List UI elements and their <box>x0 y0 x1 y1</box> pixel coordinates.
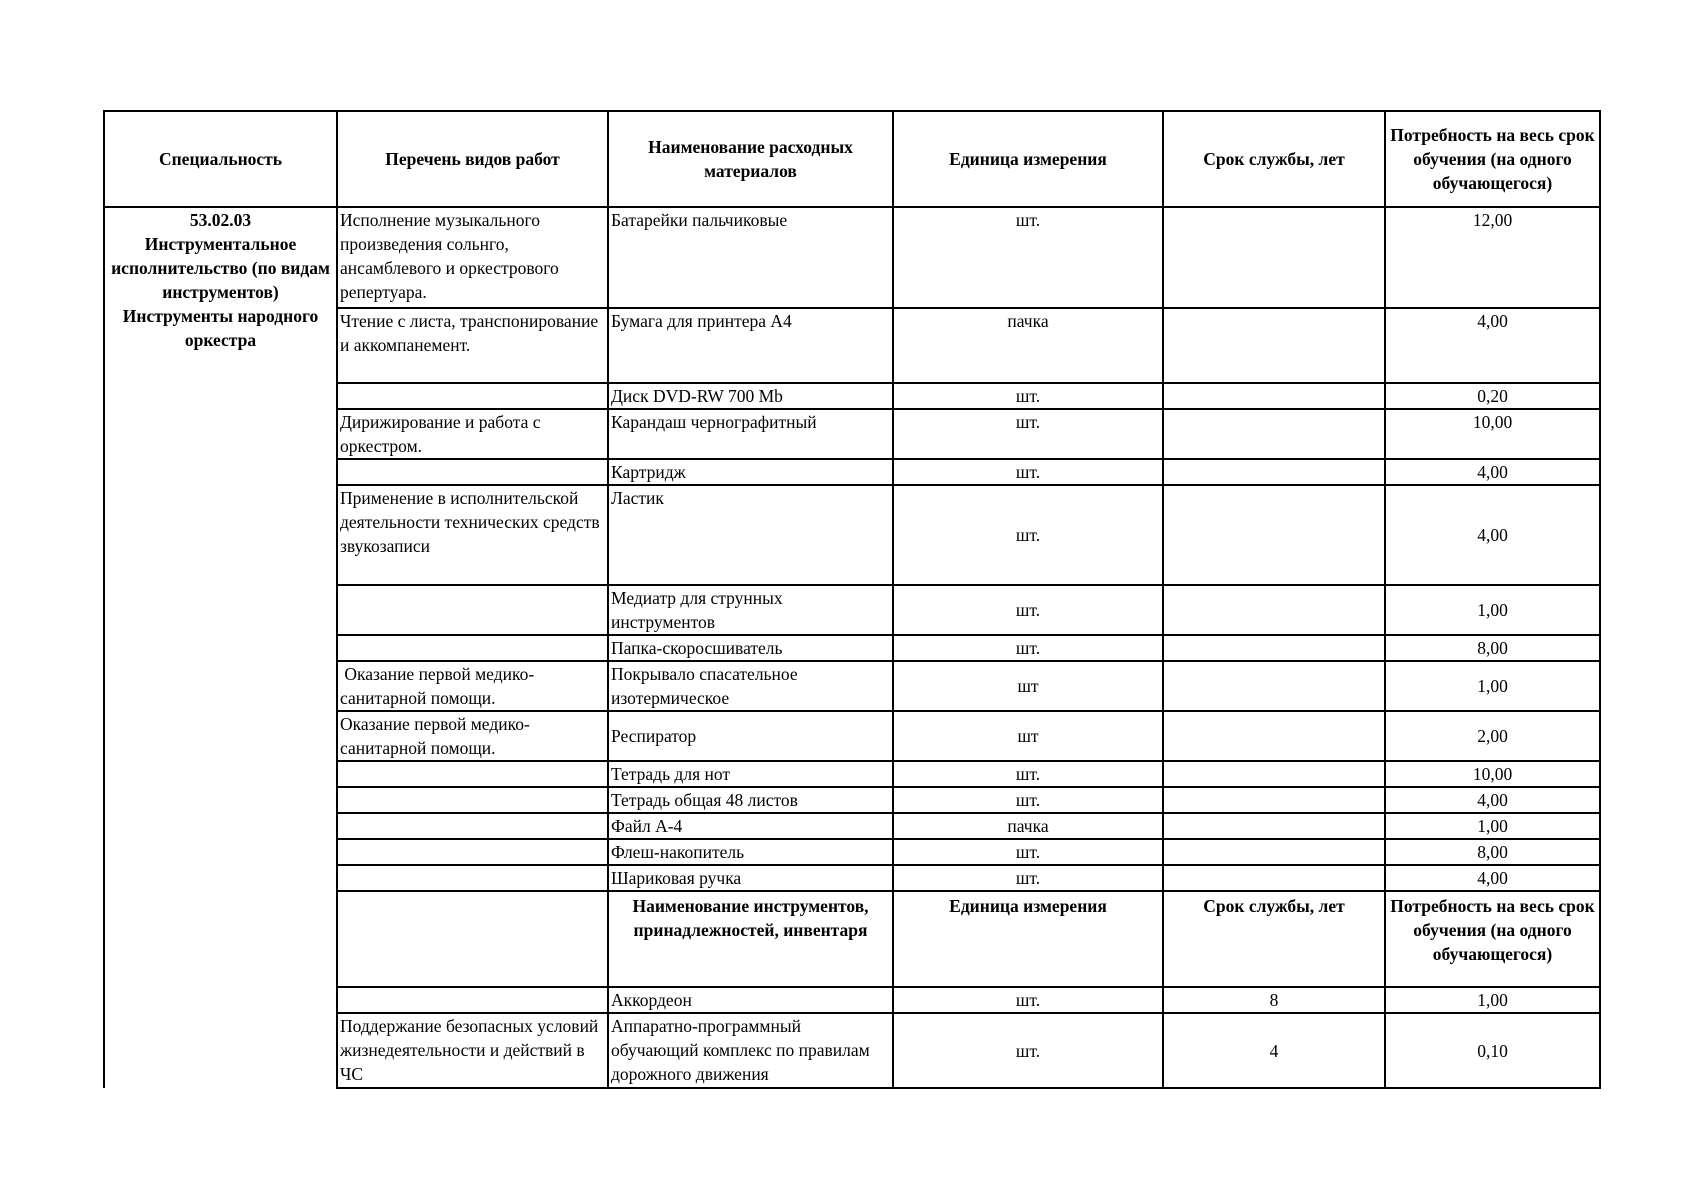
work-cell <box>337 459 608 485</box>
work-cell: Чтение с листа, транспонирование и аккомпанемент. <box>337 308 608 383</box>
header-materials: Наименование расходных материалов <box>608 111 893 207</box>
work-cell <box>337 865 608 891</box>
header-need-2: Потребность на весь срок обучения (на одного обучающегося) <box>1385 891 1600 987</box>
unit-cell: шт. <box>893 485 1163 585</box>
specialty-cell <box>104 207 337 1013</box>
need-cell: 4,00 <box>1385 787 1600 813</box>
life-cell <box>1163 585 1385 635</box>
need-cell: 8,00 <box>1385 839 1600 865</box>
unit-cell: шт. <box>893 459 1163 485</box>
header-life-2: Срок службы, лет <box>1163 891 1385 987</box>
header-instruments: Наименование инструментов, принадлежностей, инвентаря <box>608 891 893 987</box>
header-specialty: Специальность <box>104 111 337 207</box>
need-cell: 1,00 <box>1385 813 1600 839</box>
unit-cell: шт. <box>893 1013 1163 1088</box>
item-cell: Аккордеон <box>608 987 893 1013</box>
item-cell: Флеш-накопитель <box>608 839 893 865</box>
life-cell: 4 <box>1163 1013 1385 1088</box>
unit-cell: шт. <box>893 787 1163 813</box>
work-cell <box>337 813 608 839</box>
need-cell: 1,00 <box>1385 661 1600 711</box>
life-cell <box>1163 761 1385 787</box>
unit-cell: шт. <box>893 761 1163 787</box>
life-cell <box>1163 459 1385 485</box>
item-cell: Тетрадь общая 48 листов <box>608 787 893 813</box>
work-cell <box>337 987 608 1013</box>
life-cell <box>1163 383 1385 409</box>
item-cell: Ластик <box>608 485 893 585</box>
need-cell: 0,10 <box>1385 1013 1600 1088</box>
work-cell: Оказание первой медико-санитарной помощи. <box>337 661 608 711</box>
item-cell: Тетрадь для нот <box>608 761 893 787</box>
table-row <box>104 1013 1600 1088</box>
unit-cell: шт. <box>893 865 1163 891</box>
need-cell: 8,00 <box>1385 635 1600 661</box>
specialty-name: Инструментальное исполнительство (по видам инструментов) <box>111 234 330 302</box>
header-unit: Единица измерения <box>893 111 1163 207</box>
need-cell: 10,00 <box>1385 409 1600 459</box>
item-cell: Диск DVD-RW 700 Mb <box>608 383 893 409</box>
item-cell: Медиатр для струнных инструментов <box>608 585 893 635</box>
unit-cell: пачка <box>893 813 1163 839</box>
item-cell: Бумага для принтера А4 <box>608 308 893 383</box>
specialty-profile: Инструменты народного оркестра <box>122 306 319 350</box>
specialty-code: 53.02.03 <box>189 210 252 230</box>
item-cell: Карандаш чернографитный <box>608 409 893 459</box>
work-cell <box>337 383 608 409</box>
item-cell: Покрывало спасательное изотермическое <box>608 661 893 711</box>
unit-cell: шт. <box>893 585 1163 635</box>
item-cell: Папка-скоросшиватель <box>608 635 893 661</box>
header-unit-2: Единица измерения <box>893 891 1163 987</box>
item-cell: Респиратор <box>608 711 893 761</box>
life-cell: 8 <box>1163 987 1385 1013</box>
need-cell: 4,00 <box>1385 485 1600 585</box>
header-need: Потребность на весь срок обучения (на одного обучающегося) <box>1385 111 1600 207</box>
unit-cell: шт <box>893 711 1163 761</box>
work-cell: Исполнение музыкального произведения сольнго, ансамблевого и оркестрового репертуара. <box>337 207 608 308</box>
header-works: Перечень видов работ <box>337 111 608 207</box>
need-cell: 1,00 <box>1385 987 1600 1013</box>
work-cell: Оказание первой медико-санитарной помощи. <box>337 711 608 761</box>
item-cell: Файл А-4 <box>608 813 893 839</box>
unit-cell: шт. <box>893 839 1163 865</box>
life-cell <box>1163 813 1385 839</box>
need-cell: 12,00 <box>1385 207 1600 308</box>
need-cell: 10,00 <box>1385 761 1600 787</box>
work-cell <box>337 585 608 635</box>
unit-cell: пачка <box>893 308 1163 383</box>
unit-cell: шт. <box>893 987 1163 1013</box>
need-cell: 2,00 <box>1385 711 1600 761</box>
need-cell: 4,00 <box>1385 459 1600 485</box>
work-cell <box>337 839 608 865</box>
life-cell <box>1163 711 1385 761</box>
item-cell: Аппаратно-программный обучающий комплекс по правилам дорожного движения <box>608 1013 893 1088</box>
need-cell: 0,20 <box>1385 383 1600 409</box>
need-cell: 4,00 <box>1385 865 1600 891</box>
life-cell <box>1163 308 1385 383</box>
header-life: Срок службы, лет <box>1163 111 1385 207</box>
need-cell: 4,00 <box>1385 308 1600 383</box>
work-cell <box>337 891 608 987</box>
item-cell: Картридж <box>608 459 893 485</box>
need-cell: 1,00 <box>1385 585 1600 635</box>
table-row <box>104 207 1600 308</box>
work-cell: Применение в исполнительской деятельности технических средств звукозаписи <box>337 485 608 585</box>
unit-cell: шт. <box>893 207 1163 308</box>
life-cell <box>1163 635 1385 661</box>
life-cell <box>1163 485 1385 585</box>
life-cell <box>1163 409 1385 459</box>
work-cell: Дирижирование и работа с оркестром. <box>337 409 608 459</box>
work-cell: Поддержание безопасных условий жизнедеятельности и действий в ЧС <box>337 1013 608 1088</box>
life-cell <box>1163 865 1385 891</box>
item-cell: Шариковая ручка <box>608 865 893 891</box>
work-cell <box>337 761 608 787</box>
work-cell <box>337 635 608 661</box>
life-cell <box>1163 787 1385 813</box>
life-cell <box>1163 207 1385 308</box>
work-cell <box>337 787 608 813</box>
consumables-table <box>103 110 1601 1089</box>
unit-cell: шт <box>893 661 1163 711</box>
item-cell: Батарейки пальчиковые <box>608 207 893 308</box>
unit-cell: шт. <box>893 383 1163 409</box>
unit-cell: шт. <box>893 635 1163 661</box>
life-cell <box>1163 661 1385 711</box>
unit-cell: шт. <box>893 409 1163 459</box>
life-cell <box>1163 839 1385 865</box>
table-header-row <box>104 111 1600 207</box>
specialty-cell-continued <box>104 1013 337 1088</box>
